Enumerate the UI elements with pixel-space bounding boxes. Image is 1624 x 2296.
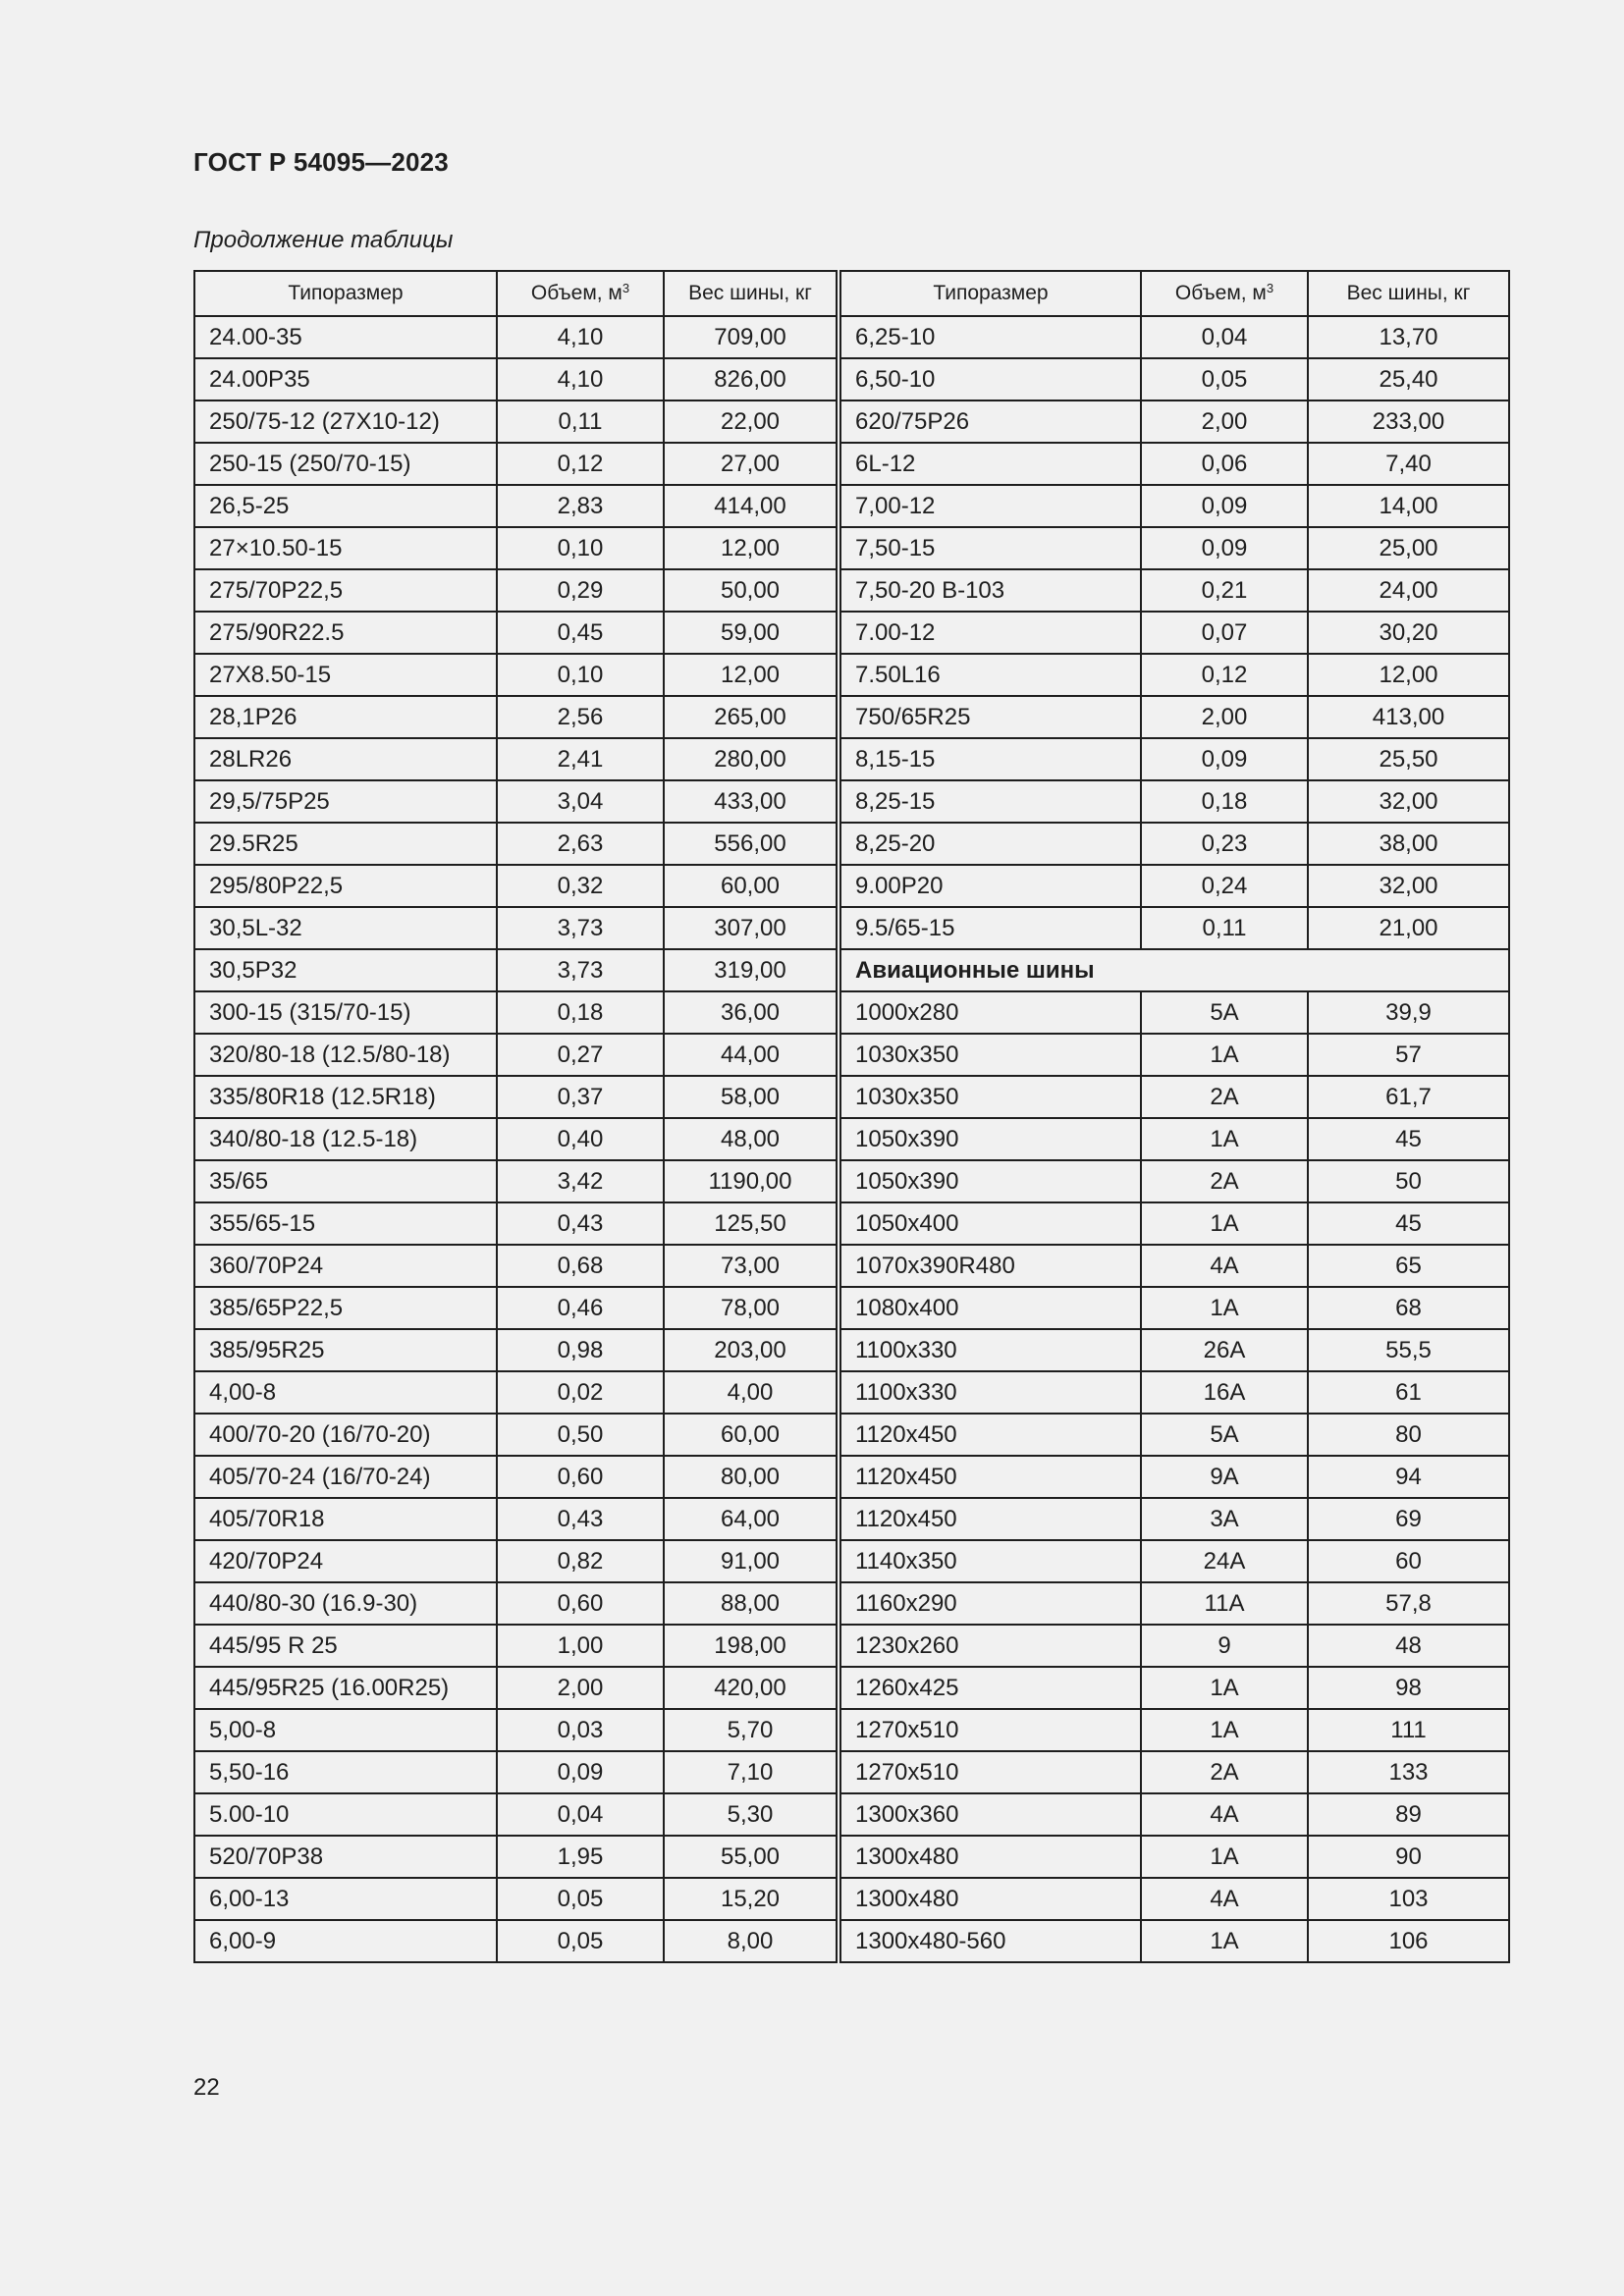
cell-left-weight: 5,70 [664, 1709, 839, 1751]
cell-right-size: 6L-12 [839, 443, 1141, 485]
cell-left-weight: 36,00 [664, 991, 839, 1034]
cell-right-weight: 25,00 [1308, 527, 1509, 569]
table-row [194, 1371, 1509, 1414]
cell-left-weight: 15,20 [664, 1878, 839, 1920]
cell-right-size: 1030х350 [839, 1076, 1141, 1118]
cell-left-volume: 3,42 [497, 1160, 664, 1202]
table-row [194, 569, 1509, 612]
cell-left-volume: 0,32 [497, 865, 664, 907]
cell-right-size: 1030х350 [839, 1034, 1141, 1076]
cell-left-volume: 1,95 [497, 1836, 664, 1878]
table-row [194, 1414, 1509, 1456]
cell-left-size: 30,5Р32 [194, 949, 497, 991]
cell-left-weight: 91,00 [664, 1540, 839, 1582]
cell-left-weight: 826,00 [664, 358, 839, 400]
cell-right-weight: 61,7 [1308, 1076, 1509, 1118]
cell-left-size: 405/70R18 [194, 1498, 497, 1540]
cell-left-size: 405/70-24 (16/70-24) [194, 1456, 497, 1498]
cell-left-weight: 319,00 [664, 949, 839, 991]
cell-right-size: 1100х330 [839, 1371, 1141, 1414]
cell-right-size: 1050х390 [839, 1118, 1141, 1160]
cell-left-weight: 64,00 [664, 1498, 839, 1540]
cell-right-volume: 2,00 [1141, 696, 1308, 738]
cell-right-volume: 0,06 [1141, 443, 1308, 485]
cell-right-weight: 57,8 [1308, 1582, 1509, 1625]
cell-left-size: 5,50-16 [194, 1751, 497, 1793]
cell-left-size: 360/70Р24 [194, 1245, 497, 1287]
cell-right-weight: 24,00 [1308, 569, 1509, 612]
table-header-row [194, 271, 1509, 316]
cell-right-weight: 14,00 [1308, 485, 1509, 527]
cell-right-size: 6,25-10 [839, 316, 1141, 358]
document-title: ГОСТ Р 54095—2023 [193, 147, 449, 177]
cell-right-volume: 0,18 [1141, 780, 1308, 823]
cell-left-weight: 80,00 [664, 1456, 839, 1498]
cell-left-volume: 2,63 [497, 823, 664, 865]
cell-right-weight: 38,00 [1308, 823, 1509, 865]
cell-left-size: 420/70Р24 [194, 1540, 497, 1582]
table-row [194, 1793, 1509, 1836]
cell-right-weight: 45 [1308, 1118, 1509, 1160]
cell-left-volume: 0,45 [497, 612, 664, 654]
cell-right-size: 8,25-20 [839, 823, 1141, 865]
cell-left-size: 295/80Р22,5 [194, 865, 497, 907]
cell-right-volume: 0,12 [1141, 654, 1308, 696]
table-row [194, 1245, 1509, 1287]
cell-right-weight: 57 [1308, 1034, 1509, 1076]
cell-right-weight: 13,70 [1308, 316, 1509, 358]
cell-left-volume: 0,05 [497, 1920, 664, 1962]
cell-right-weight: 106 [1308, 1920, 1509, 1962]
cell-left-volume: 0,98 [497, 1329, 664, 1371]
cell-right-size: 1300х480 [839, 1836, 1141, 1878]
cell-right-size: 7,50-15 [839, 527, 1141, 569]
cell-left-size: 29,5/75Р25 [194, 780, 497, 823]
cell-left-volume: 0,60 [497, 1456, 664, 1498]
cell-left-weight: 265,00 [664, 696, 839, 738]
cell-right-weight: 94 [1308, 1456, 1509, 1498]
cell-left-weight: 12,00 [664, 654, 839, 696]
table-row [194, 358, 1509, 400]
cell-right-volume: 9 [1141, 1625, 1308, 1667]
cell-left-volume: 0,04 [497, 1793, 664, 1836]
cell-left-size: 445/95R25 (16.00R25) [194, 1667, 497, 1709]
cell-left-weight: 7,10 [664, 1751, 839, 1793]
cell-left-size: 27×10.50-15 [194, 527, 497, 569]
cell-right-volume: 0,07 [1141, 612, 1308, 654]
cell-right-weight: 89 [1308, 1793, 1509, 1836]
cell-right-weight: 25,40 [1308, 358, 1509, 400]
cell-left-weight: 48,00 [664, 1118, 839, 1160]
cell-left-volume: 0,43 [497, 1498, 664, 1540]
cell-right-size: 8,25-15 [839, 780, 1141, 823]
cell-right-weight: 103 [1308, 1878, 1509, 1920]
table-row [194, 1034, 1509, 1076]
cell-left-volume: 2,56 [497, 696, 664, 738]
cell-left-volume: 0,02 [497, 1371, 664, 1414]
header-weight-right: Вес шины, кг [1308, 271, 1509, 316]
cell-left-size: 335/80R18 (12.5R18) [194, 1076, 497, 1118]
section-header-cell: Авиационные шины [839, 949, 1509, 991]
cell-right-volume: 2,00 [1141, 400, 1308, 443]
cell-left-volume: 0,82 [497, 1540, 664, 1582]
cell-right-weight: 12,00 [1308, 654, 1509, 696]
cell-left-weight: 60,00 [664, 1414, 839, 1456]
cell-right-volume: 0,11 [1141, 907, 1308, 949]
cell-left-size: 24.00Р35 [194, 358, 497, 400]
cell-right-weight: 69 [1308, 1498, 1509, 1540]
cell-left-size: 440/80-30 (16.9-30) [194, 1582, 497, 1625]
table-body [194, 316, 1509, 1962]
cell-right-weight: 21,00 [1308, 907, 1509, 949]
cell-left-weight: 55,00 [664, 1836, 839, 1878]
cell-left-volume: 0,18 [497, 991, 664, 1034]
cell-left-size: 5,00-8 [194, 1709, 497, 1751]
cell-left-weight: 73,00 [664, 1245, 839, 1287]
cell-left-volume: 0,27 [497, 1034, 664, 1076]
cell-left-size: 35/65 [194, 1160, 497, 1202]
cell-right-volume: 1А [1141, 1709, 1308, 1751]
cell-right-size: 1230х260 [839, 1625, 1141, 1667]
cell-left-weight: 709,00 [664, 316, 839, 358]
cell-right-size: 7,00-12 [839, 485, 1141, 527]
cell-left-size: 340/80-18 (12.5-18) [194, 1118, 497, 1160]
cell-left-volume: 0,50 [497, 1414, 664, 1456]
table-row [194, 1920, 1509, 1962]
cell-right-volume: 0,24 [1141, 865, 1308, 907]
cell-right-weight: 133 [1308, 1751, 1509, 1793]
cell-left-weight: 420,00 [664, 1667, 839, 1709]
cell-right-weight: 45 [1308, 1202, 1509, 1245]
cell-right-volume: 3А [1141, 1498, 1308, 1540]
cell-right-weight: 98 [1308, 1667, 1509, 1709]
cell-left-size: 250/75-12 (27X10-12) [194, 400, 497, 443]
table-row [194, 1160, 1509, 1202]
cell-right-volume: 0,23 [1141, 823, 1308, 865]
table-row [194, 780, 1509, 823]
cell-left-volume: 0,46 [497, 1287, 664, 1329]
cell-right-size: 1140х350 [839, 1540, 1141, 1582]
cell-left-size: 320/80-18 (12.5/80-18) [194, 1034, 497, 1076]
cell-left-volume: 2,00 [497, 1667, 664, 1709]
cell-right-volume: 4А [1141, 1793, 1308, 1836]
cell-right-weight: 233,00 [1308, 400, 1509, 443]
table-continuation-caption: Продолжение таблицы [193, 227, 454, 253]
cell-left-weight: 433,00 [664, 780, 839, 823]
cell-left-volume: 2,83 [497, 485, 664, 527]
table-row [194, 1878, 1509, 1920]
cell-left-volume: 3,04 [497, 780, 664, 823]
cell-right-weight: 39,9 [1308, 991, 1509, 1034]
table-row [194, 1076, 1509, 1118]
cell-left-size: 385/95R25 [194, 1329, 497, 1371]
cell-right-size: 8,15-15 [839, 738, 1141, 780]
cell-right-volume: 1А [1141, 1118, 1308, 1160]
cell-left-size: 4,00-8 [194, 1371, 497, 1414]
cell-left-volume: 0,12 [497, 443, 664, 485]
cell-left-volume: 3,73 [497, 949, 664, 991]
cell-right-size: 1120х450 [839, 1414, 1141, 1456]
table-row [194, 1202, 1509, 1245]
cell-right-volume: 26А [1141, 1329, 1308, 1371]
cell-right-volume: 2А [1141, 1160, 1308, 1202]
table-row [194, 1287, 1509, 1329]
table-row [194, 1540, 1509, 1582]
table-row [194, 1667, 1509, 1709]
cell-left-volume: 3,73 [497, 907, 664, 949]
cell-right-weight: 48 [1308, 1625, 1509, 1667]
cell-right-weight: 25,50 [1308, 738, 1509, 780]
tire-data-table [193, 270, 1510, 1963]
cell-right-volume: 2А [1141, 1076, 1308, 1118]
cell-right-volume: 1А [1141, 1202, 1308, 1245]
cell-right-weight: 30,20 [1308, 612, 1509, 654]
cell-left-weight: 22,00 [664, 400, 839, 443]
cell-right-volume: 24А [1141, 1540, 1308, 1582]
cell-right-size: 1160х290 [839, 1582, 1141, 1625]
cell-right-weight: 111 [1308, 1709, 1509, 1751]
cell-right-size: 1070х390R480 [839, 1245, 1141, 1287]
cell-right-size: 6,50-10 [839, 358, 1141, 400]
cell-right-volume: 1А [1141, 1034, 1308, 1076]
cell-right-size: 7.50L16 [839, 654, 1141, 696]
cell-left-weight: 4,00 [664, 1371, 839, 1414]
cell-left-size: 355/65-15 [194, 1202, 497, 1245]
cell-left-size: 26,5-25 [194, 485, 497, 527]
cell-right-volume: 1А [1141, 1920, 1308, 1962]
cell-right-size: 1300х480 [839, 1878, 1141, 1920]
table-row [194, 865, 1509, 907]
table-row [194, 612, 1509, 654]
cell-left-size: 6,00-9 [194, 1920, 497, 1962]
cell-left-size: 400/70-20 (16/70-20) [194, 1414, 497, 1456]
cell-right-volume: 4А [1141, 1878, 1308, 1920]
cell-left-volume: 0,09 [497, 1751, 664, 1793]
cell-left-weight: 88,00 [664, 1582, 839, 1625]
cell-left-volume: 4,10 [497, 316, 664, 358]
cell-right-size: 750/65R25 [839, 696, 1141, 738]
cell-left-weight: 44,00 [664, 1034, 839, 1076]
cell-right-volume: 9А [1141, 1456, 1308, 1498]
cell-left-volume: 0,37 [497, 1076, 664, 1118]
cell-left-volume: 0,10 [497, 654, 664, 696]
cell-right-volume: 4А [1141, 1245, 1308, 1287]
cell-right-weight: 80 [1308, 1414, 1509, 1456]
cell-left-size: 275/90R22.5 [194, 612, 497, 654]
cell-right-size: 1270х510 [839, 1709, 1141, 1751]
cell-right-weight: 55,5 [1308, 1329, 1509, 1371]
cell-left-weight: 556,00 [664, 823, 839, 865]
cell-right-volume: 0,09 [1141, 738, 1308, 780]
table-row [194, 1118, 1509, 1160]
cell-right-size: 1000х280 [839, 991, 1141, 1034]
table-row [194, 485, 1509, 527]
cell-left-volume: 0,60 [497, 1582, 664, 1625]
cell-right-volume: 0,09 [1141, 527, 1308, 569]
cell-right-volume: 0,09 [1141, 485, 1308, 527]
cell-left-volume: 1,00 [497, 1625, 664, 1667]
cell-left-volume: 0,29 [497, 569, 664, 612]
table-row [194, 1456, 1509, 1498]
cell-left-weight: 125,50 [664, 1202, 839, 1245]
cell-right-volume: 16А [1141, 1371, 1308, 1414]
table-row [194, 527, 1509, 569]
cell-left-size: 30,5L-32 [194, 907, 497, 949]
table-row [194, 696, 1509, 738]
table-row [194, 316, 1509, 358]
header-size-left: Типоразмер [194, 271, 497, 316]
cell-left-volume: 2,41 [497, 738, 664, 780]
table-row [194, 1709, 1509, 1751]
cell-right-weight: 32,00 [1308, 780, 1509, 823]
table-row [194, 949, 1509, 991]
cell-right-weight: 68 [1308, 1287, 1509, 1329]
cell-left-size: 27X8.50-15 [194, 654, 497, 696]
cell-right-volume: 0,04 [1141, 316, 1308, 358]
cell-right-size: 1260х425 [839, 1667, 1141, 1709]
cell-left-volume: 0,40 [497, 1118, 664, 1160]
cell-left-weight: 78,00 [664, 1287, 839, 1329]
header-volume-right: Объем, $м^3$ [1141, 271, 1308, 316]
cell-right-size: 1120х450 [839, 1498, 1141, 1540]
cell-left-volume: 0,68 [497, 1245, 664, 1287]
table-row [194, 654, 1509, 696]
table-row [194, 1836, 1509, 1878]
cell-left-weight: 58,00 [664, 1076, 839, 1118]
cell-left-weight: 27,00 [664, 443, 839, 485]
table-row [194, 443, 1509, 485]
cell-right-volume: 0,21 [1141, 569, 1308, 612]
cell-left-volume: 0,03 [497, 1709, 664, 1751]
cell-right-size: 1100х330 [839, 1329, 1141, 1371]
cell-right-size: 7.00-12 [839, 612, 1141, 654]
cell-left-weight: 280,00 [664, 738, 839, 780]
table-row [194, 1498, 1509, 1540]
cell-right-size: 9.00Р20 [839, 865, 1141, 907]
cell-right-size: 1120х450 [839, 1456, 1141, 1498]
cell-left-size: 250-15 (250/70-15) [194, 443, 497, 485]
cell-right-size: 1300х360 [839, 1793, 1141, 1836]
cell-right-volume: 11А [1141, 1582, 1308, 1625]
table-row [194, 1329, 1509, 1371]
header-weight-left: Вес шины, кг [664, 271, 839, 316]
cell-right-weight: 7,40 [1308, 443, 1509, 485]
cell-left-weight: 307,00 [664, 907, 839, 949]
cell-left-weight: 8,00 [664, 1920, 839, 1962]
cell-right-weight: 50 [1308, 1160, 1509, 1202]
cell-left-weight: 50,00 [664, 569, 839, 612]
cell-left-size: 445/95 R 25 [194, 1625, 497, 1667]
cell-left-volume: 0,43 [497, 1202, 664, 1245]
cell-right-size: 1050х390 [839, 1160, 1141, 1202]
cell-right-size: 7,50-20 В-103 [839, 569, 1141, 612]
cell-left-size: 29.5R25 [194, 823, 497, 865]
header-volume-left: Объем, $м^3$ [497, 271, 664, 316]
page-number: 22 [193, 2074, 220, 2101]
cell-left-size: 28,1Р26 [194, 696, 497, 738]
cell-right-size: 9.5/65-15 [839, 907, 1141, 949]
table-row [194, 1625, 1509, 1667]
cell-left-size: 520/70Р38 [194, 1836, 497, 1878]
cell-left-volume: 0,11 [497, 400, 664, 443]
table-row [194, 907, 1509, 949]
cell-left-size: 28LR26 [194, 738, 497, 780]
cell-left-weight: 414,00 [664, 485, 839, 527]
cell-right-volume: 0,05 [1141, 358, 1308, 400]
cell-left-weight: 1190,00 [664, 1160, 839, 1202]
table-row [194, 738, 1509, 780]
cell-left-weight: 5,30 [664, 1793, 839, 1836]
table-row [194, 400, 1509, 443]
cell-left-size: 6,00-13 [194, 1878, 497, 1920]
table-row [194, 1582, 1509, 1625]
table-row [194, 823, 1509, 865]
cell-left-weight: 203,00 [664, 1329, 839, 1371]
cell-right-weight: 32,00 [1308, 865, 1509, 907]
cell-right-volume: 1А [1141, 1836, 1308, 1878]
cell-left-weight: 12,00 [664, 527, 839, 569]
cell-right-volume: 2А [1141, 1751, 1308, 1793]
cell-right-size: 1080х400 [839, 1287, 1141, 1329]
cell-right-volume: 5А [1141, 991, 1308, 1034]
cell-left-volume: 0,10 [497, 527, 664, 569]
cell-right-weight: 61 [1308, 1371, 1509, 1414]
cell-left-size: 385/65Р22,5 [194, 1287, 497, 1329]
cell-left-volume: 0,05 [497, 1878, 664, 1920]
cell-right-size: 1050х400 [839, 1202, 1141, 1245]
cell-right-weight: 90 [1308, 1836, 1509, 1878]
cell-right-size: 1300х480-560 [839, 1920, 1141, 1962]
cell-right-volume: 1А [1141, 1287, 1308, 1329]
cell-right-volume: 1А [1141, 1667, 1308, 1709]
cell-left-size: 300-15 (315/70-15) [194, 991, 497, 1034]
cell-left-size: 24.00-35 [194, 316, 497, 358]
cell-left-volume: 4,10 [497, 358, 664, 400]
cell-left-size: 275/70Р22,5 [194, 569, 497, 612]
cell-left-weight: 60,00 [664, 865, 839, 907]
table-row [194, 991, 1509, 1034]
cell-left-size: 5.00-10 [194, 1793, 497, 1836]
header-size-right: Типоразмер [839, 271, 1141, 316]
cell-right-weight: 60 [1308, 1540, 1509, 1582]
cell-left-weight: 198,00 [664, 1625, 839, 1667]
cell-right-volume: 5А [1141, 1414, 1308, 1456]
cell-right-size: 620/75Р26 [839, 400, 1141, 443]
cell-left-weight: 59,00 [664, 612, 839, 654]
cell-right-weight: 65 [1308, 1245, 1509, 1287]
cell-right-weight: 413,00 [1308, 696, 1509, 738]
table-row [194, 1751, 1509, 1793]
cell-right-size: 1270х510 [839, 1751, 1141, 1793]
